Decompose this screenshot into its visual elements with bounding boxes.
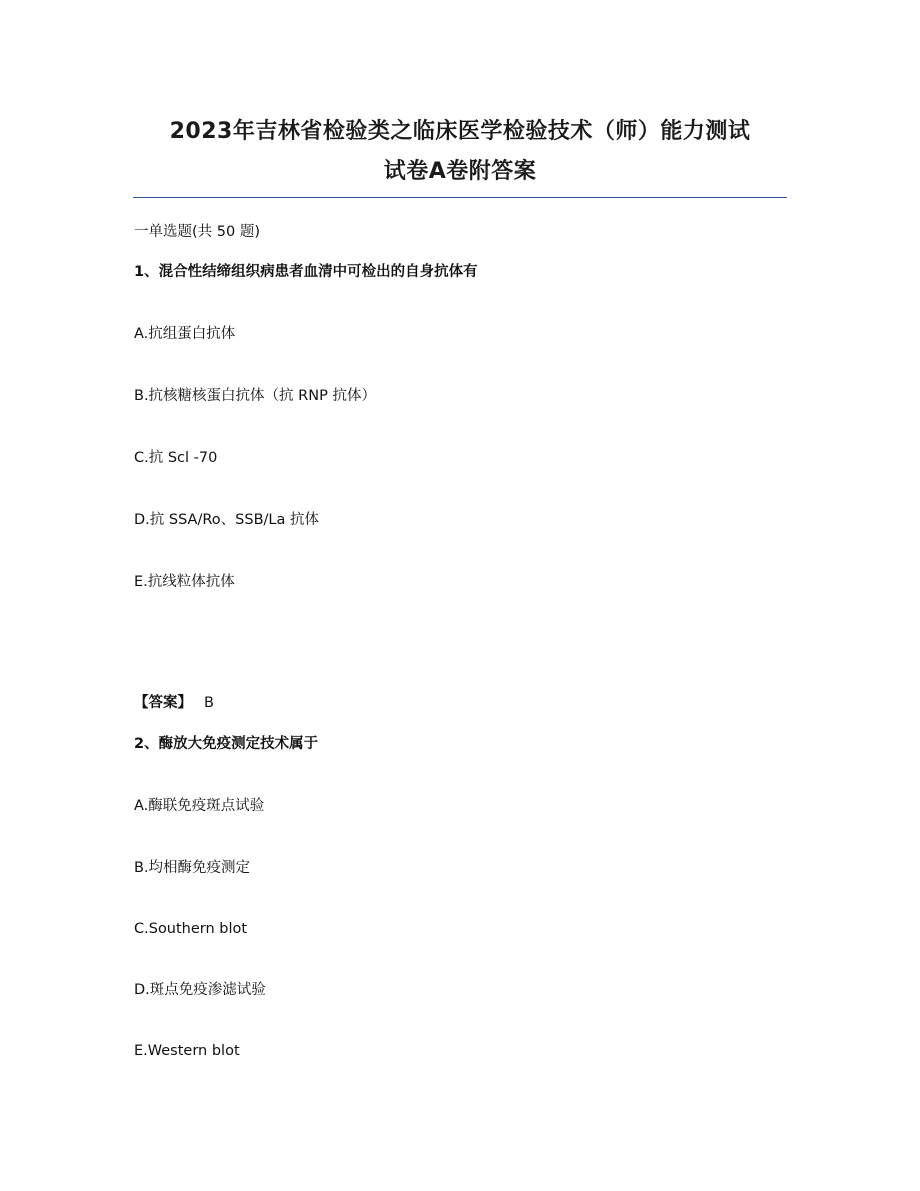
section-heading: 一单选题(共 50 题) xyxy=(134,224,260,240)
question-1-stem: 1、混合性结缔组织病患者血清中可检出的自身抗体有 xyxy=(134,264,478,280)
title-line-1: 2023年吉林省检验类之临床医学检验技术（师）能力测试 xyxy=(169,119,751,144)
question-1-answer xyxy=(134,693,214,713)
question-1-option-a: A.抗组蛋白抗体 xyxy=(134,326,236,342)
question-1-option-d: D.抗 SSA/Ro、SSB/La 抗体 xyxy=(134,512,319,528)
question-2-option-c: C.Southern blot xyxy=(134,921,248,937)
question-2-stem: 2、酶放大免疫测定技术属于 xyxy=(134,736,319,752)
question-2-option-e: E.Western blot xyxy=(134,1043,240,1059)
question-1-option-b: B.抗核糖核蛋白抗体（抗 RNP 抗体） xyxy=(134,388,376,404)
question-2-option-b: B.均相酶免疫测定 xyxy=(134,860,251,876)
question-2-option-a: A.酶联免疫斑点试验 xyxy=(134,798,265,814)
answer-value: B xyxy=(204,695,214,711)
question-1-option-c: C.抗 Scl -70 xyxy=(134,450,218,466)
title-line-2: 试卷A卷附答案 xyxy=(383,159,537,184)
document-title xyxy=(130,112,790,192)
title-divider xyxy=(133,197,787,198)
question-1-option-e: E.抗线粒体抗体 xyxy=(134,574,235,590)
answer-label: 【答案】 xyxy=(134,695,192,711)
question-2-option-d: D.斑点免疫渗滤试验 xyxy=(134,982,266,998)
